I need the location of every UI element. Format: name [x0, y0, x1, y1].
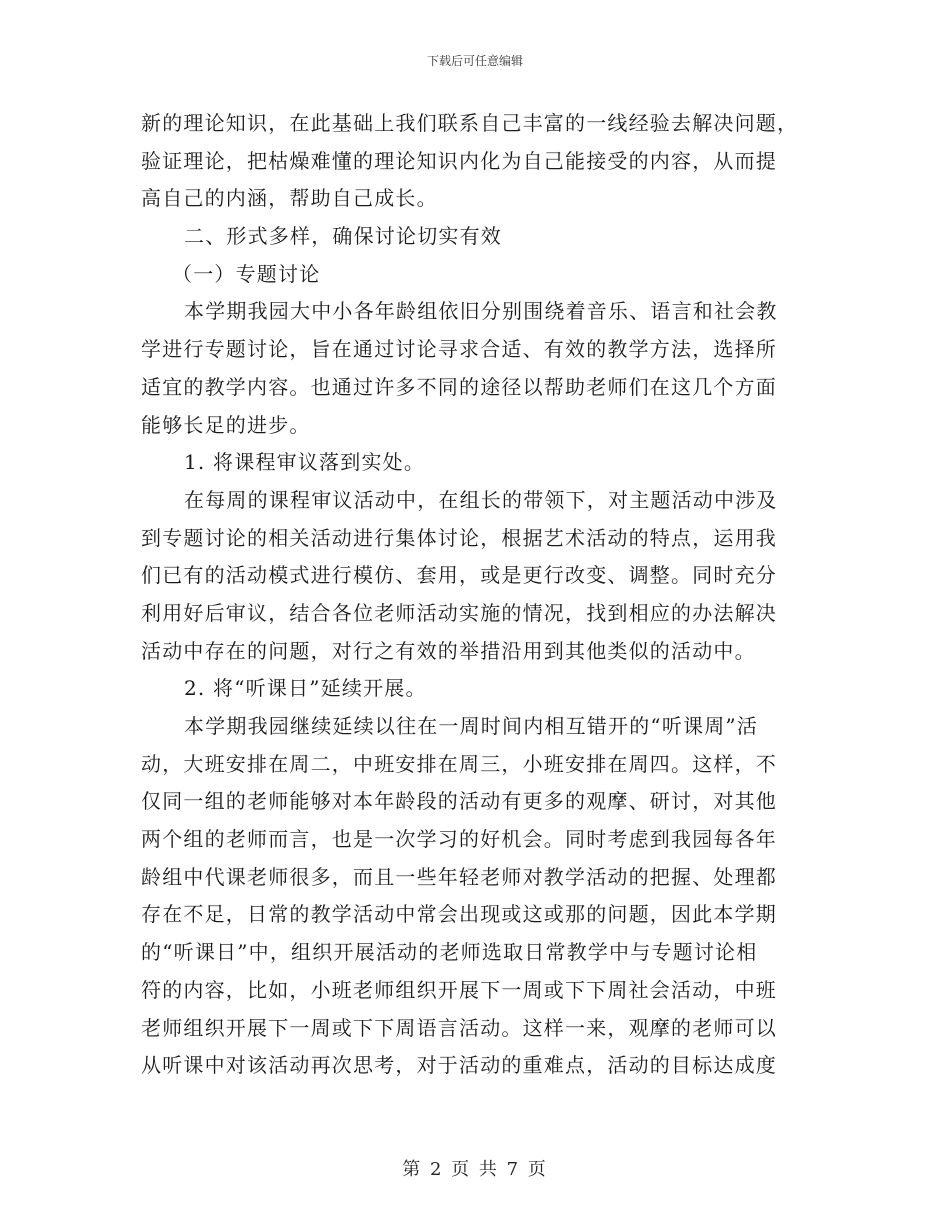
page-header: 下载后可任意编辑: [426, 54, 523, 68]
paragraph-line: 仅同一组的老师能够对本年龄段的活动有更多的观摩、研讨，对其他: [141, 789, 777, 814]
paragraph-line: 老师组织开展下一周或下下周语言活动。这样一来，观摩的老师可以: [141, 1015, 777, 1040]
paragraph-line: 从听课中对该活动再次思考，对于活动的重难点，活动的目标达成度: [141, 1053, 777, 1078]
section-heading: 二、形式多样，确保讨论切实有效: [184, 224, 502, 249]
paragraph-line: 学进行专题讨论，旨在通过讨论寻求合适、有效的教学方法，选择所: [141, 337, 777, 362]
document-body: [141, 105, 806, 1085]
numbered-heading: 2. 将“听课日”延续开展。: [184, 676, 427, 701]
paragraph-line: 本学期我园继续延续以往在一周时间内相互错开的“听课周”活: [184, 714, 759, 738]
page-number: 第 2 页 共 7 页: [402, 1159, 548, 1180]
paragraph-line: 能够长足的进步。: [141, 412, 311, 437]
paragraph-line: 验证理论，把枯燥难懂的理论知识内化为自己能接受的内容，从而提: [141, 148, 777, 173]
paragraph-line: 存在不足，日常的教学活动中常会出现或这或那的问题，因此本学期: [141, 902, 777, 927]
subsection-heading: （一）专题讨论: [172, 261, 321, 286]
paragraph-line: 两个组的老师而言，也是一次学习的好机会。同时考虑到我园每各年: [141, 827, 777, 852]
paragraph-line: 活动中存在的问题，对行之有效的举措沿用到其他类似的活动中。: [141, 638, 756, 663]
paragraph-line: 动，大班安排在周二，中班安排在周三，小班安排在周四。这样，不: [141, 751, 777, 776]
paragraph-line: 新的理论知识，在此基础上我们联系自己丰富的一线经验去解决问题，: [141, 111, 799, 135]
paragraph-line: 们已有的活动模式进行模仿、套用，或是更行改变、调整。同时充分: [141, 563, 777, 588]
paragraph-line: 本学期我园大中小各年龄组依旧分别围绕着音乐、语言和社会教: [184, 299, 778, 324]
paragraph-line: 符的内容，比如，小班老师组织开展下一周或下下周社会活动，中班: [141, 977, 777, 1002]
numbered-heading: 1. 将课程审议落到实处。: [184, 450, 426, 475]
paragraph-line: 高自己的内涵，帮助自己成长。: [141, 186, 438, 211]
paragraph-line: 龄组中代课老师很多，而且一些年轻老师对教学活动的把握、处理都: [141, 864, 777, 889]
paragraph-line: 适宜的教学内容。也通过许多不同的途径以帮助老师们在这几个方面: [141, 374, 777, 399]
paragraph-line: 利用好后审议，结合各位老师活动实施的情况，找到相应的办法解决: [141, 600, 777, 625]
paragraph-line: 到专题讨论的相关活动进行集体讨论，根据艺术活动的特点，运用我: [141, 525, 777, 550]
paragraph-line: 的“听课日”中，组织开展活动的老师选取日常教学中与专题讨论相: [141, 940, 758, 965]
paragraph-line: 在每周的课程审议活动中，在组长的带领下，对主题活动中涉及: [184, 487, 778, 512]
